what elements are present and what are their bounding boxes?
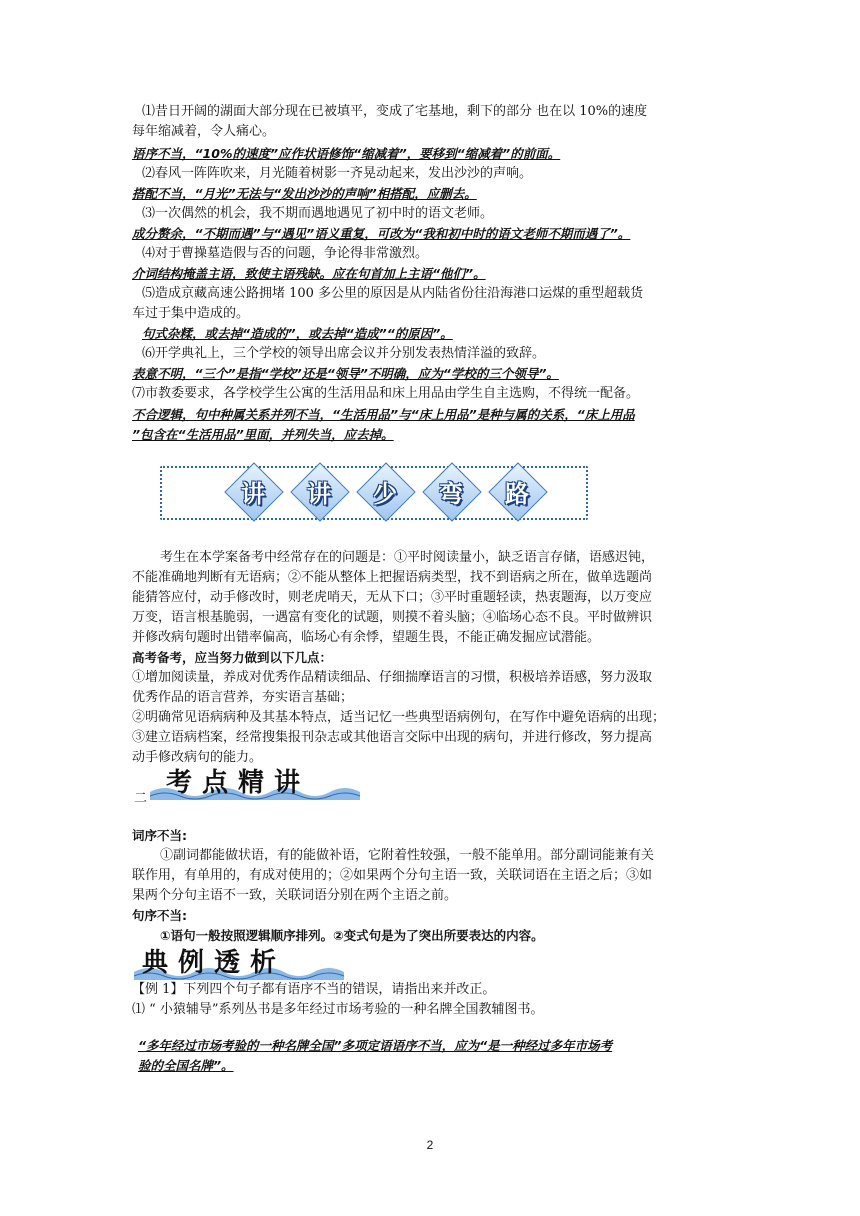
section-heading-dianlitouxi <box>134 940 344 980</box>
item-4-question: ⑷对于曹操墓造假与否的问题，争论得非常激烈。 <box>142 246 429 261</box>
item-4-answer: 介词结构掩盖主语，致使主语残缺。应在句首加上主语“他们”。 <box>132 266 486 281</box>
banner-char: 少 <box>373 479 397 508</box>
intro-point: ②明确常见语病病种及其基本特点，适当记忆一些典型语病例句，在写作中避免语病的出现； <box>132 710 666 725</box>
item-7-answer: 不合逻辑，句中种属关系并列不当，“生活用品”与“床上用品”是种与属的关系，“床上用品 <box>132 407 635 422</box>
intro-point: 优秀作品的语言营养，夯实语言基础； <box>132 690 354 705</box>
section-title: 考点精讲 <box>166 767 311 798</box>
item-7-question: ⑺市教委要求，各学校学生公寓的生活用品和床上用品由学生自主选购，不得统一配备。 <box>132 386 640 401</box>
intro-line: 万变，语言根基脆弱，一遇富有变化的试题，则摸不着头脑；④临场心态不良。平时做辨识 <box>132 610 653 625</box>
item-1-question: ⑴昔日开阔的湖面大部分现在已被填平，变成了宅基地，剩下的部分 也在以 10%的速度 <box>142 104 648 119</box>
banner-diamond <box>422 462 480 520</box>
item-1-question-cont: 每年缩减着，令人痛心。 <box>132 124 276 139</box>
banner-jiang-jiang-shao-wan-lu <box>160 466 588 520</box>
item-7-answer-cont: ”包含在“生活用品”里面，并列失当，应去掉。 <box>132 427 394 442</box>
banner-diamond <box>356 462 414 520</box>
subheading-word-order: 词序不当: <box>132 828 187 843</box>
example-answer: “多年经过市场考验的一种名牌全国”多项定语语序不当，应为“是一种经过多年市场考 <box>138 1038 613 1053</box>
intro-heading: 高考备考，应当努力做到以下几点： <box>132 650 333 665</box>
section-number: 二 <box>134 791 148 806</box>
intro-line: 考生在本学案备考中经常存在的问题是：①平时阅读量小，缺乏语言存储，语感迟钝， <box>160 550 655 565</box>
example-answer-cont: 验的全国名牌”。 <box>138 1058 234 1073</box>
example-question: ⑴ “ 小猿辅导”系列丛书是多年经过市场考验的一种名牌全国教辅图书。 <box>132 1002 544 1017</box>
item-5-question: ⑸造成京藏高速公路拥堵 100 多公里的原因是从内陆省份往沿海港口运煤的重型超载货 <box>142 286 644 301</box>
intro-point: ①增加阅读量，养成对优秀作品精读细品、仔细揣摩语言的习惯，积极培养语感，努力汲取 <box>132 670 653 685</box>
banner-diamond <box>224 462 282 520</box>
banner-diamond <box>290 462 348 520</box>
item-3-question: ⑶一次偶然的机会，我不期而遇地遇见了初中时的语文老师。 <box>142 206 494 221</box>
item-5-answer: 句式杂糅，或去掉“造成的”，或去掉“造成”“的原因”。 <box>142 326 453 341</box>
intro-line: 不能准确地判断有无语病；②不能从整体上把握语病类型，找不到语病之所在，做单选题尚 <box>132 570 653 585</box>
paragraph-line: 联作用，有单用的，有成对使用的；②如果两个分句主语一致，关联词语在主语之后；③如 <box>132 868 653 883</box>
section-title: 典例透析 <box>142 947 287 978</box>
intro-point: 动手修改病句的能力。 <box>132 750 263 765</box>
intro-line: 并修改病句题时出错率偏高，临场心有余悸，望题生畏，不能正确发掘应试潜能。 <box>132 630 601 645</box>
item-2-answer: 搭配不当，“月光”无法与“发出沙沙的声响”相搭配，应删去。 <box>132 186 477 201</box>
sentence-order-note: ①语句一般按照逻辑顺序排列。②变式句是为了突出所要表达的内容。 <box>160 928 544 943</box>
subheading-sentence-order: 句序不当: <box>132 908 187 923</box>
banner-char: 弯 <box>439 479 463 508</box>
banner-char: 讲 <box>241 479 265 508</box>
banner-char: 路 <box>505 479 529 508</box>
paragraph-line: 果两个分句主语不一致，关联词语分别在两个主语之前。 <box>132 888 458 903</box>
paragraph-line: ①副词都能做状语，有的能做补语，它附着性较强，一般不能单用。部分副词能兼有关 <box>160 848 655 863</box>
item-5-question-cont: 车过于集中造成的。 <box>132 306 250 321</box>
page-number: 2 <box>426 1138 434 1152</box>
item-2-question: ⑵春风一阵阵吹来，月光随着树影一齐晃动起来，发出沙沙的声响。 <box>142 166 533 181</box>
item-3-answer: 成分赘余，“不期而遇”与“遇见”语义重复，可改为“我和初中时的语文老师不期而遇了”。 <box>132 226 631 241</box>
example-intro: 【例 1】下列四个句子都有语序不当的错误，请指出来并改正。 <box>132 982 496 997</box>
intro-point: ③建立语病档案，经常搜集报刊杂志或其他语言交际中出现的病句，并进行修改，努力提高 <box>132 730 653 745</box>
item-6-question: ⑹开学典礼上，三个学校的领导出席会议并分别发表热情洋溢的致辞。 <box>142 346 546 361</box>
item-1-answer: 语序不当，“10%的速度”应作状语修饰“缩减着”，要移到“缩减着”的前面。 <box>132 146 561 161</box>
banner-char: 讲 <box>307 479 331 508</box>
item-6-answer: 表意不明，“三个”是指“学校”还是“领导”不明确，应为“学校的三个领导”。 <box>132 366 559 381</box>
intro-line: 能猜答应付，动手修改时，则老虎哨天，无从下口；③平时重题轻读，热衷题海，以万变应 <box>132 590 653 605</box>
section-heading-kaodianjingjiang <box>150 760 360 800</box>
banner-diamond <box>488 462 546 520</box>
